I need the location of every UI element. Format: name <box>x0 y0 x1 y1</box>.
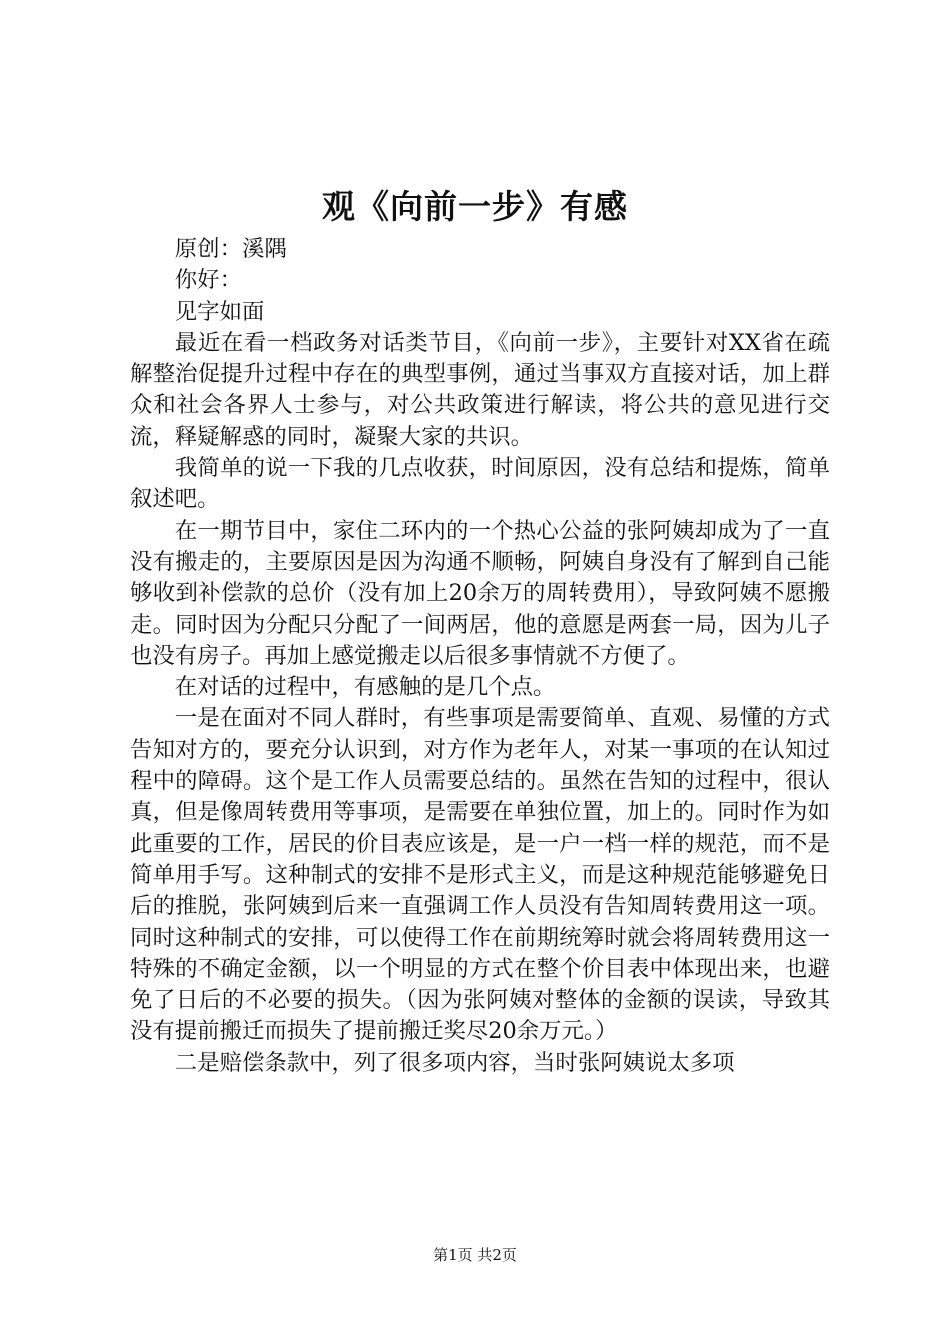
paragraph: 一是在面对不同人群时，有些事项是需要简单、直观、易懂的方式告知对方的，要充分认识到，对方作为老年人，对某一事项的在认知过程中的障碍。这个是工作人员需要总结的。虽然在告知的过程中，很认真，但是像周转费用等事项，是需要在单独位置，加上的。同时作为如此重要的工作，居民的价目表应该是，是一户一档一样的规范，而不是简单用手写。这种制式的安排不是形式主义，而是这种规范能够避免日后的推脱，张阿姨到后来一直强调工作人员没有告知周转费用这一项。同时这种制式的安排，可以使得工作在前期统筹时就会将周转费用这一特殊的不确定金额，以一个明显的方式在整个价目表中体现出来，也避免了日后的不必要的损失。（因为张阿姨对整体的金额的误读，导致其没有提前搬迁而损失了提前搬迁奖尽20余万元。） <box>130 705 830 1045</box>
greeting-line: 你好： <box>174 267 242 294</box>
paragraph: 最近在看一档政务对话类节目，《向前一步》，主要针对XX省在疏解整治促提升过程中存在的典型事例，通过当事双方直接对话，加上群众和社会各界人士参与，对公共政策进行解读，将公共的意见进行交流，释疑解惑的同时，凝聚大家的共识。 <box>130 329 830 450</box>
document-body <box>130 234 830 1079</box>
salutation-line: 见字如面 <box>174 298 265 325</box>
page-number-footer: 第1页 共2页 <box>433 1246 517 1264</box>
paragraph: 我简单的说一下我的几点收获，时间原因，没有总结和提炼，简单叙述吧。 <box>130 455 830 513</box>
page-title: 观《向前一步》有感 <box>322 187 628 226</box>
paragraph: 在对话的过程中，有感触的是几个点。 <box>174 674 556 701</box>
author-line: 原创：溪隅 <box>174 236 287 262</box>
paragraph: 在一期节目中，家住二环内的一个热心公益的张阿姨却成为了一直没有搬走的，主要原因是因为沟通不顺畅，阿姨自身没有了解到自己能够收到补偿款的总价（没有加上20余万的周转费用），导致阿姨不愿搬走。同时因为分配只分配了一间两居，他的意愿是两套一局，因为儿子也没有房子。再加上感觉搬走以后很多事情就不方便了。 <box>130 517 830 669</box>
paragraph: 二是赔偿条款中，列了很多项内容，当时张阿姨说太多项 <box>174 1049 735 1076</box>
